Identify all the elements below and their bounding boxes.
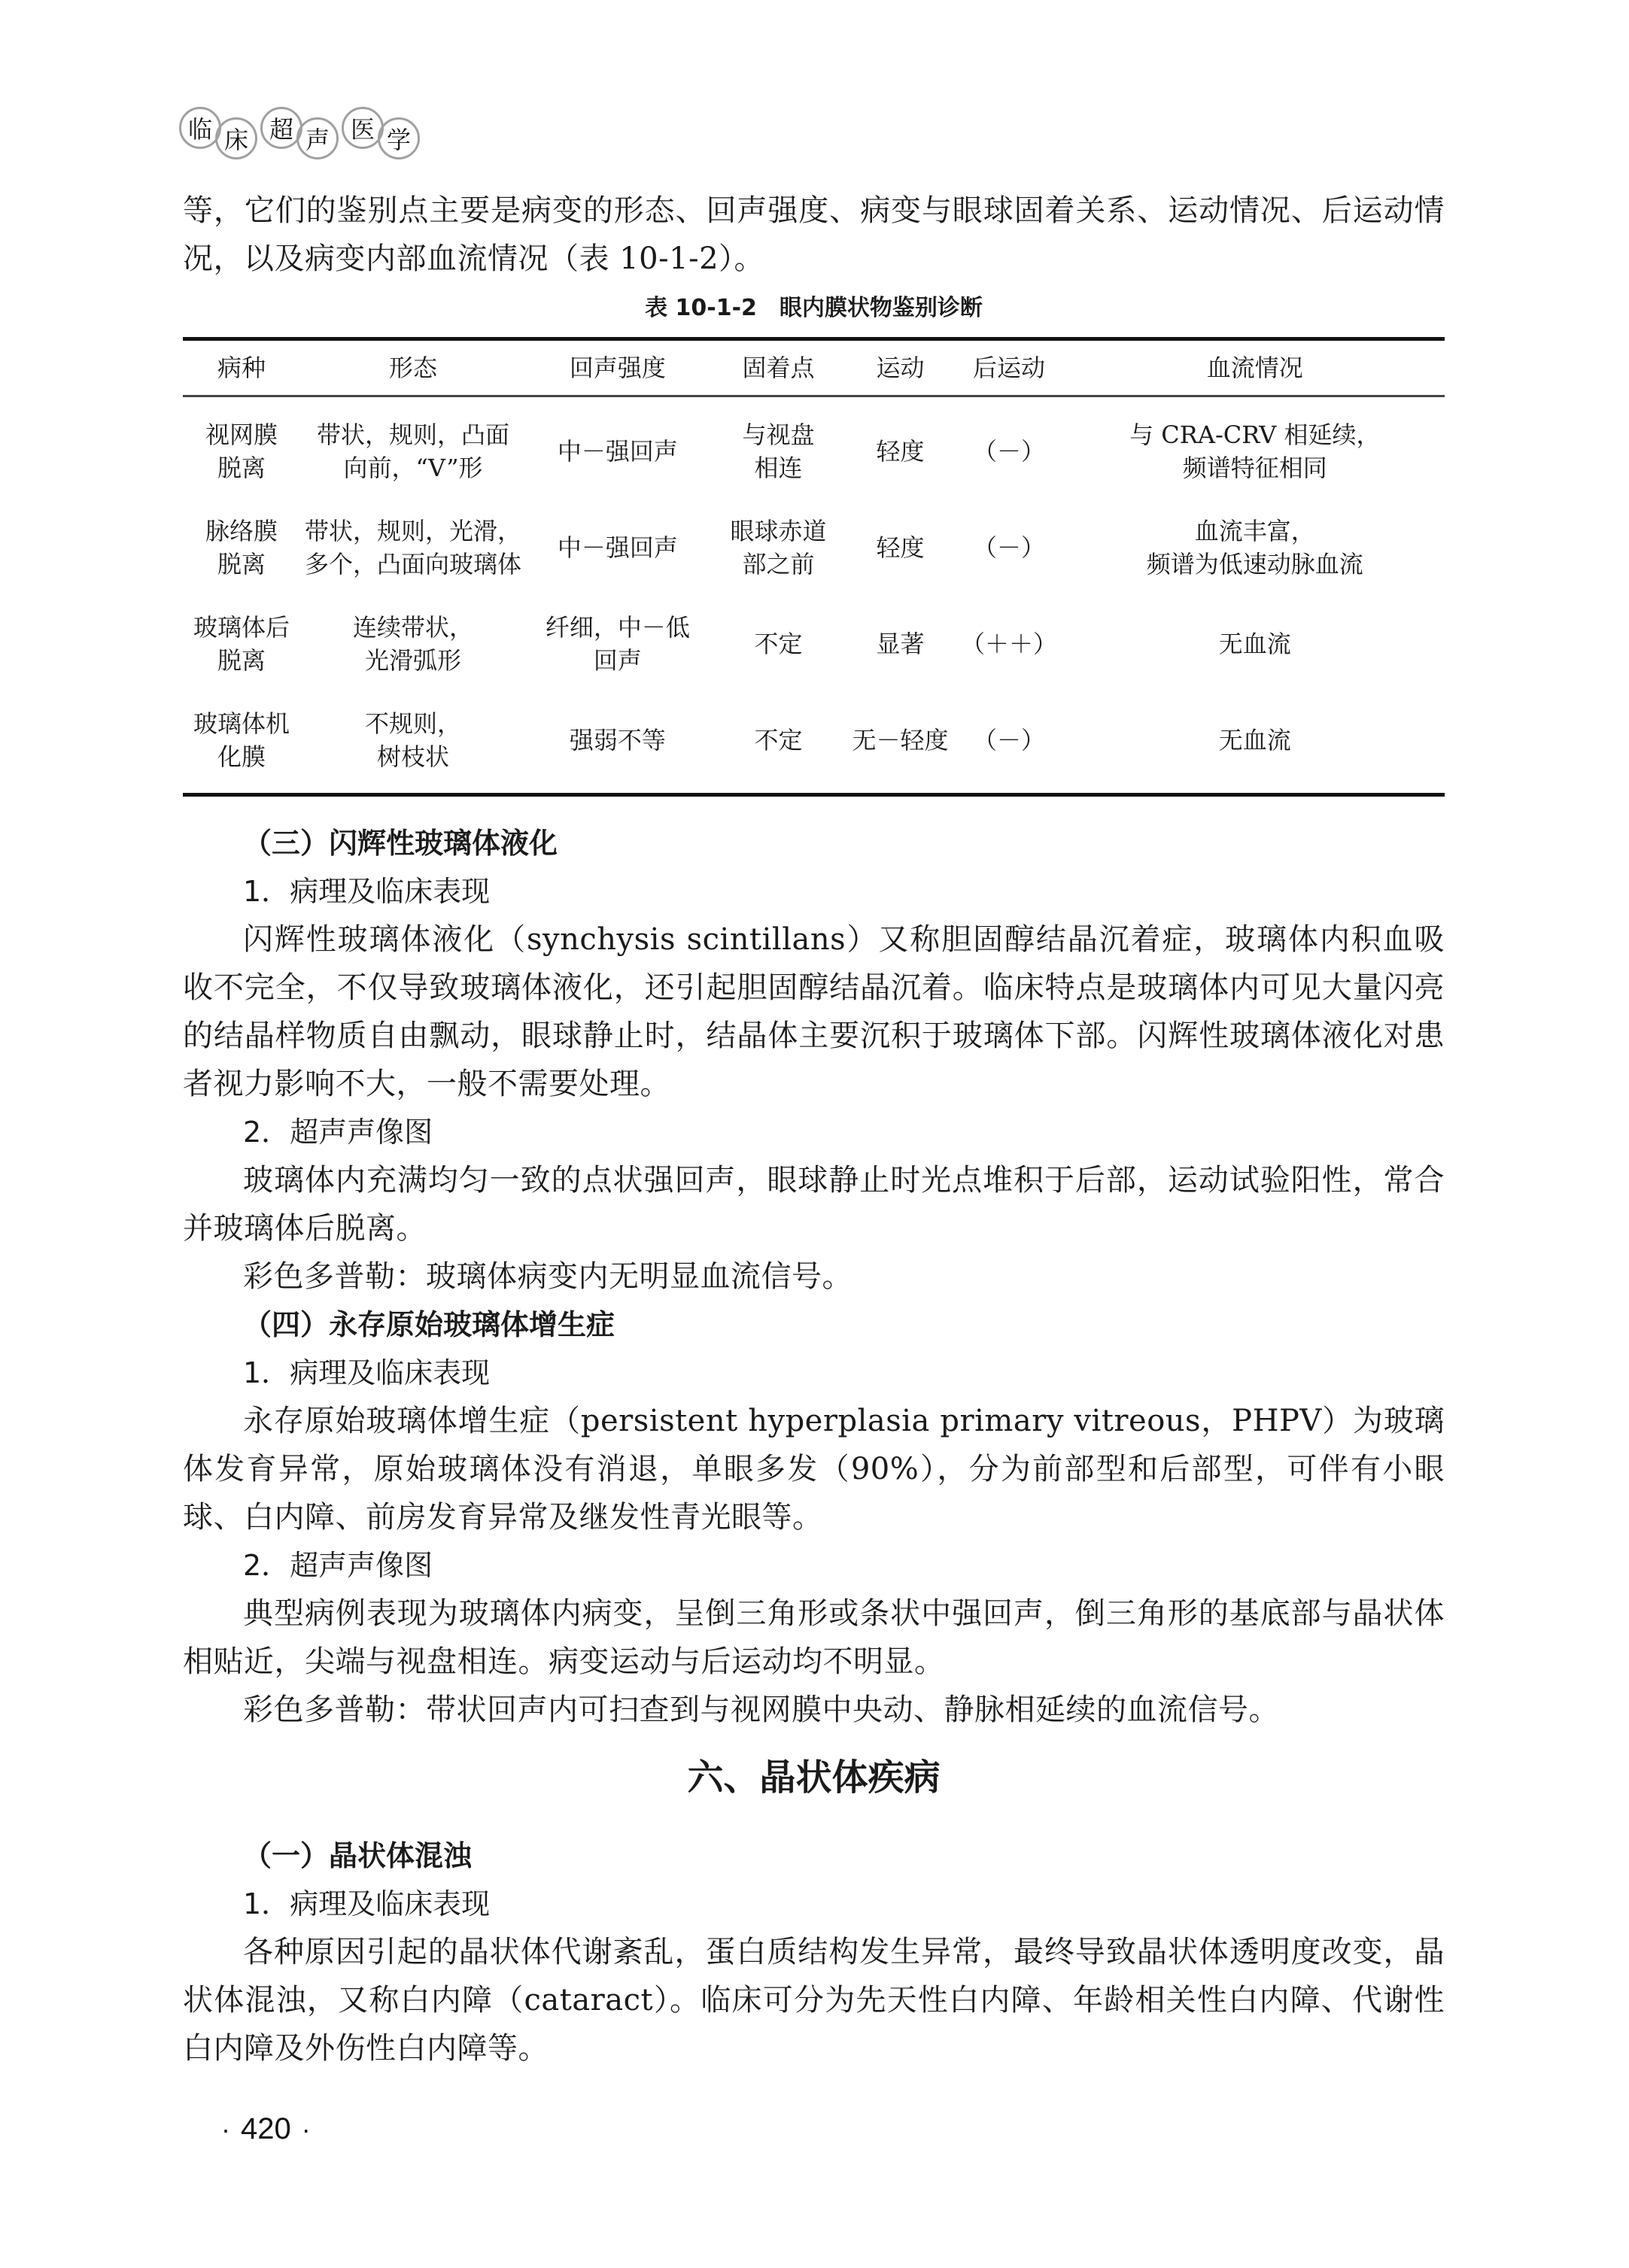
- subsection-heading: 1．病理及临床表现: [243, 875, 491, 908]
- cell-text-line: 带状，规则，光滑，: [305, 517, 522, 545]
- cell-attachment: [710, 596, 848, 692]
- col-header-attachment: 固着点: [710, 339, 848, 396]
- section-heading: （一）晶状体混浊: [243, 1839, 473, 1872]
- cell-motion: [848, 499, 953, 596]
- cell-text-line: 部之前: [742, 550, 815, 578]
- page-number-dot-right: ·: [301, 2114, 311, 2145]
- cell-text-line: 化膜: [217, 742, 266, 771]
- differential-diagnosis-table: [183, 337, 1445, 797]
- logo-char-6: 学: [378, 117, 420, 159]
- cell-text-line: 带状，规则，凸面: [317, 421, 510, 449]
- cell-after-motion: [953, 596, 1065, 692]
- section-heading: （四）永存原始玻璃体增生症: [243, 1308, 615, 1341]
- cell-text-line: 无血流: [1218, 726, 1291, 754]
- col-header-morphology: 形态: [300, 339, 526, 396]
- cell-text-line: 不定: [754, 630, 803, 658]
- cell-text-line: 显著: [876, 630, 925, 658]
- cell-disease: [183, 596, 300, 692]
- cell-text-line: （－）: [973, 437, 1046, 466]
- cell-text-line: 视网膜: [205, 421, 278, 449]
- page-number: [211, 2112, 321, 2146]
- paragraph: 闪辉性玻璃体液化（synchysis scintillans）又称胆固醇结晶沉着症，玻璃体内积血吸收不完全，不仅导致玻璃体液化，还引起胆固醇结晶沉着。临床特点是玻璃体内可见大量闪亮的结晶样物质自由飘动，眼球静止时，结晶体主要沉积于玻璃体下部。闪辉性玻璃体液化对患者视力影响不大，一般不需要处理。: [183, 922, 1445, 1101]
- paragraph: 玻璃体内充满均匀一致的点状强回声，眼球静止时光点堆积于后部，运动试验阳性，常合并玻璃体后脱离。: [183, 1163, 1445, 1246]
- table-caption: [183, 293, 1445, 323]
- cell-text-line: 光滑弧形: [365, 646, 462, 675]
- cell-text-line: 强弱不等: [569, 726, 666, 754]
- col-header-motion: 运动: [848, 339, 953, 396]
- cell-disease: [183, 692, 300, 795]
- subsection-heading: 2．超声声像图: [243, 1116, 433, 1149]
- book-series-logo: [179, 102, 435, 170]
- page-body: [183, 187, 1445, 2072]
- cell-text-line: 中－强回声: [557, 533, 678, 562]
- cell-attachment: [710, 396, 848, 500]
- cell-text-line: 脉络膜: [205, 517, 278, 545]
- cell-text-line: （＋＋）: [961, 630, 1058, 658]
- subsection-heading: 2．超声声像图: [243, 1549, 433, 1582]
- cell-morphology: [300, 596, 526, 692]
- logo-char-4: 声: [296, 117, 339, 159]
- cell-text-line: 无－轻度: [852, 726, 949, 754]
- logo-char-2: 床: [215, 117, 257, 159]
- cell-text-line: 玻璃体后: [193, 613, 290, 642]
- cell-text-line: 相连: [754, 454, 803, 482]
- cell-blood-flow: [1065, 596, 1445, 692]
- cell-after-motion: [953, 499, 1065, 596]
- cell-text-line: 脱离: [217, 646, 266, 675]
- cell-echo: [526, 396, 710, 500]
- cell-text-line: 回声: [593, 646, 642, 675]
- cell-attachment: [710, 499, 848, 596]
- cell-text-line: （－）: [973, 726, 1046, 754]
- page-number-value: 420: [241, 2112, 291, 2145]
- cell-motion: [848, 396, 953, 500]
- cell-text-line: 树枝状: [377, 742, 450, 771]
- cell-text-line: 与视盘: [742, 421, 815, 449]
- col-header-disease: 病种: [183, 339, 300, 396]
- cell-blood-flow: [1065, 692, 1445, 795]
- cell-text-line: 不定: [754, 726, 803, 754]
- paragraph: 永存原始玻璃体增生症（persistent hyperplasia primary vitreous，PHPV）为玻璃体发育异常，原始玻璃体没有消退，单眼多发（90%），分为前部型和后部型，可伴有小眼球、白内障、前房发育异常及继发性青光眼等。: [183, 1404, 1445, 1535]
- cell-text-line: 频谱特征相同: [1182, 454, 1327, 482]
- cell-text-line: 连续带状，: [353, 613, 474, 642]
- table-row: [183, 499, 1445, 596]
- logo-char-1: 临: [179, 107, 221, 149]
- cell-text-line: 不规则，: [365, 709, 462, 738]
- table-caption-title: 眼内膜状物鉴别诊断: [779, 295, 983, 321]
- logo-char-5: 医: [342, 107, 384, 149]
- cell-after-motion: [953, 396, 1065, 500]
- cell-echo: [526, 596, 710, 692]
- subsection-heading: 1．病理及临床表现: [243, 1356, 491, 1389]
- col-header-blood-flow: 血流情况: [1065, 339, 1445, 396]
- table-caption-number: 表 10-1-2: [645, 295, 757, 321]
- table-row: [183, 596, 1445, 692]
- cell-text-line: 多个，凸面向玻璃体: [305, 550, 522, 578]
- cell-morphology: [300, 396, 526, 500]
- cell-text-line: （－）: [973, 533, 1046, 562]
- cell-echo: [526, 499, 710, 596]
- page-number-dot-left: ·: [221, 2114, 230, 2145]
- cell-text-line: 中－强回声: [557, 437, 678, 466]
- cell-text-line: 无血流: [1218, 630, 1291, 658]
- col-header-after-motion: 后运动: [953, 339, 1065, 396]
- cell-text-line: 轻度: [876, 437, 925, 466]
- cell-text-line: 血流丰富，: [1194, 517, 1315, 545]
- cell-blood-flow: [1065, 396, 1445, 500]
- cell-text-line: 玻璃体机: [193, 709, 290, 738]
- cell-motion: [848, 596, 953, 692]
- logo-char-3: 超: [260, 107, 302, 149]
- cell-text-line: 纤细，中－低: [545, 613, 690, 642]
- intro-paragraph: 等，它们的鉴别点主要是病变的形态、回声强度、病变与眼球固着关系、运动情况、后运动情况，以及病变内部血流情况（表 10-1-2）。: [183, 193, 1445, 276]
- cell-attachment: [710, 692, 848, 795]
- chapter-section-title: 六、晶状体疾病: [687, 1756, 941, 1799]
- cell-echo: [526, 692, 710, 795]
- cell-disease: [183, 499, 300, 596]
- cell-morphology: [300, 499, 526, 596]
- paragraph: 典型病例表现为玻璃体内病变，呈倒三角形或条状中强回声，倒三角形的基底部与晶状体相贴近，尖端与视盘相连。病变运动与后运动均不明显。: [183, 1596, 1445, 1679]
- paragraph: 彩色多普勒：玻璃体病变内无明显血流信号。: [243, 1259, 852, 1294]
- table-row: [183, 396, 1445, 500]
- cell-morphology: [300, 692, 526, 795]
- cell-text-line: 眼球赤道: [730, 517, 827, 545]
- subsection-heading: 1．病理及临床表现: [243, 1887, 491, 1920]
- cell-disease: [183, 396, 300, 500]
- table-header-row: [183, 339, 1445, 396]
- section-heading: （三）闪辉性玻璃体液化: [243, 827, 558, 860]
- cell-text-line: 与 CRA-CRV 相延续，: [1129, 421, 1381, 449]
- cell-text-line: 脱离: [217, 454, 266, 482]
- cell-blood-flow: [1065, 499, 1445, 596]
- cell-text-line: 轻度: [876, 533, 925, 562]
- table-row: [183, 692, 1445, 795]
- cell-motion: [848, 692, 953, 795]
- cell-text-line: 脱离: [217, 550, 266, 578]
- paragraph: 各种原因引起的晶状体代谢紊乱，蛋白质结构发生异常，最终导致晶状体透明度改变，晶状体混浊，又称白内障（cataract）。临床可分为先天性白内障、年龄相关性白内障、代谢性白内障及外伤性白内障等。: [183, 1935, 1445, 2066]
- cell-after-motion: [953, 692, 1065, 795]
- paragraph: 彩色多普勒：带状回声内可扫查到与视网膜中央动、静脉相延续的血流信号。: [243, 1693, 1279, 1727]
- col-header-echo: 回声强度: [526, 339, 710, 396]
- cell-text-line: 向前，“V”形: [343, 454, 483, 482]
- cell-text-line: 频谱为低速动脉血流: [1146, 550, 1363, 578]
